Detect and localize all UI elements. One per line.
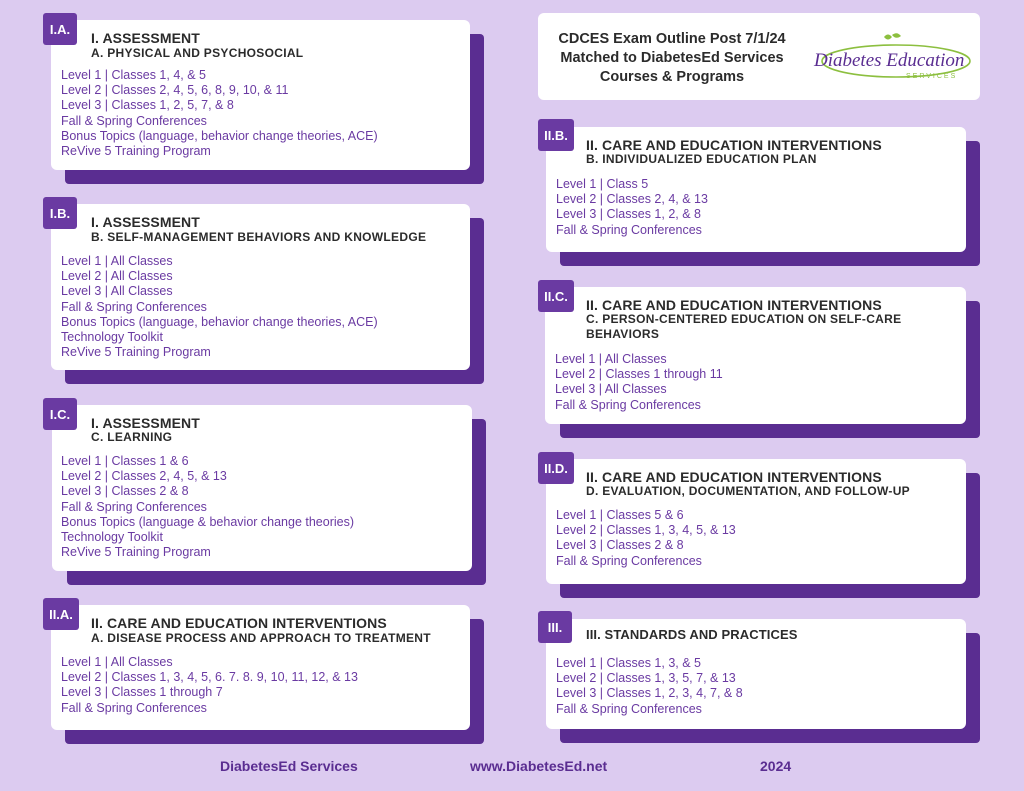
list-item: Technology Toolkit xyxy=(61,330,163,345)
list-item: Level 2 | Classes 1, 3, 4, 5, & 13 xyxy=(556,523,736,538)
section-card-iib xyxy=(546,127,966,252)
section-title: II. CARE AND EDUCATION INTERVENTIONS xyxy=(586,297,882,313)
footer-website-link[interactable]: www.DiabetesEd.net xyxy=(470,758,608,774)
section-subtitle: D. EVALUATION, DOCUMENTATION, AND FOLLOW-UP xyxy=(586,484,910,498)
list-item: Level 2 | Classes 2, 4, & 13 xyxy=(556,192,708,207)
list-item: Level 2 | Classes 2, 4, 5, & 13 xyxy=(61,469,227,484)
list-item: Level 3 | Classes 1 through 7 xyxy=(61,685,223,700)
list-item: Level 3 | Classes 2 & 8 xyxy=(61,484,189,499)
list-item: Level 1 | All Classes xyxy=(61,655,173,669)
section-card-ic xyxy=(52,405,472,571)
list-item: Fall & Spring Conferences xyxy=(556,701,702,716)
section-card-ia xyxy=(51,20,470,170)
section-title: I. ASSESSMENT xyxy=(91,214,200,230)
section-subtitle: C. PERSON-CENTERED EDUCATION ON SELF-CARE BEHAVIORS xyxy=(586,312,902,341)
section-card-iia xyxy=(51,605,470,730)
section-title: II. CARE AND EDUCATION INTERVENTIONS xyxy=(586,469,882,485)
list-item: Level 2 | Classes 1 through 11 xyxy=(555,367,723,382)
section-subtitle: C. LEARNING xyxy=(91,430,173,444)
header-line-2: Matched to DiabetesEd Services xyxy=(560,50,784,66)
section-card-iic xyxy=(545,287,966,424)
footer-org-name: DiabetesEd Services xyxy=(220,758,358,774)
list-item: Fall & Spring Conferences xyxy=(555,397,701,412)
section-card-iii xyxy=(546,619,966,729)
section-card-iid xyxy=(546,459,966,584)
section-item-list xyxy=(61,655,358,716)
section-item-list xyxy=(556,508,736,569)
section-subtitle: B. SELF-MANAGEMENT BEHAVIORS AND KNOWLEDGE xyxy=(91,230,427,244)
list-item: Level 2 | Classes 1, 3, 5, 7, & 13 xyxy=(556,671,736,686)
section-subtitle: A. PHYSICAL AND PSYCHOSOCIAL xyxy=(91,46,304,60)
footer-year: 2024 xyxy=(760,758,792,774)
section-item-list xyxy=(61,68,378,159)
section-badge: II.D. xyxy=(538,452,574,484)
list-item: Level 1 | Classes 1 & 6 xyxy=(61,454,189,468)
list-item: Level 3 | All Classes xyxy=(555,382,667,397)
header-card xyxy=(538,13,980,100)
list-item: ReVive 5 Training Program xyxy=(61,144,211,159)
list-item: Level 2 | Classes 2, 4, 5, 6, 8, 9, 10, & 11 xyxy=(61,83,289,98)
list-item: Level 3 | All Classes xyxy=(61,284,173,299)
list-item: Fall & Spring Conferences xyxy=(556,553,702,568)
list-item: ReVive 5 Training Program xyxy=(61,545,211,560)
list-item: Bonus Topics (language, behavior change theories, ACE) xyxy=(61,128,378,143)
section-badge: II.A. xyxy=(43,598,79,630)
section-badge: I.B. xyxy=(43,197,77,229)
list-item: Level 3 | Classes 1, 2, & 8 xyxy=(556,207,701,222)
logo-leaf-icon xyxy=(884,35,892,40)
logo-wordmark: Diabetes Education xyxy=(814,50,965,71)
list-item: Bonus Topics (language, behavior change theories, ACE) xyxy=(61,314,378,329)
section-item-list xyxy=(61,254,378,360)
list-item: ReVive 5 Training Program xyxy=(61,345,211,360)
section-title: II. CARE AND EDUCATION INTERVENTIONS xyxy=(586,137,882,153)
list-item: Level 1 | Classes 5 & 6 xyxy=(556,508,684,522)
section-card-ib xyxy=(51,204,470,370)
list-item: Fall & Spring Conferences xyxy=(61,299,207,314)
logo-leaf-icon-2 xyxy=(892,33,901,38)
section-subtitle: A. DISEASE PROCESS AND APPROACH TO TREATMENT xyxy=(91,631,431,645)
list-item: Fall & Spring Conferences xyxy=(61,113,207,128)
header-line-1: CDCES Exam Outline Post 7/1/24 xyxy=(558,31,786,47)
list-item: Level 3 | Classes 2 & 8 xyxy=(556,538,684,553)
header-title xyxy=(538,30,806,87)
diabetes-education-logo xyxy=(806,31,976,83)
list-item: Level 1 | All Classes xyxy=(555,352,667,366)
list-item: Level 3 | Classes 1, 2, 5, 7, & 8 xyxy=(61,98,234,113)
list-item: Level 2 | All Classes xyxy=(61,269,173,284)
list-item: Fall & Spring Conferences xyxy=(61,499,207,514)
list-item: Fall & Spring Conferences xyxy=(556,222,702,237)
section-badge: II.B. xyxy=(538,119,574,151)
section-title: I. ASSESSMENT xyxy=(91,30,200,46)
header-line-3: Courses & Programs xyxy=(599,69,745,85)
list-item: Level 2 | Classes 1, 3, 4, 5, 6. 7. 8. 9, 10, 11, 12, & 13 xyxy=(61,670,358,685)
section-title: III. STANDARDS AND PRACTICES xyxy=(586,627,798,642)
section-item-list xyxy=(556,177,708,238)
section-item-list xyxy=(556,656,743,717)
list-item: Level 1 | Classes 1, 3, & 5 xyxy=(556,656,701,670)
section-item-list xyxy=(555,352,723,413)
list-item: Bonus Topics (language & behavior change theories) xyxy=(61,514,355,529)
section-subtitle: B. INDIVIDUALIZED EDUCATION PLAN xyxy=(586,152,817,166)
list-item: Level 1 | Class 5 xyxy=(556,177,649,191)
section-badge: II.C. xyxy=(538,280,574,312)
list-item: Fall & Spring Conferences xyxy=(61,700,207,715)
list-item: Level 1 | Classes 1, 4, & 5 xyxy=(61,68,206,82)
section-badge: III. xyxy=(538,611,572,643)
section-item-list xyxy=(61,454,354,560)
section-badge: I.A. xyxy=(43,13,77,45)
logo-subtext: SERVICES xyxy=(906,73,958,80)
section-title: II. CARE AND EDUCATION INTERVENTIONS xyxy=(91,615,387,631)
list-item: Level 1 | All Classes xyxy=(61,254,173,268)
section-title: I. ASSESSMENT xyxy=(91,415,200,431)
section-badge: I.C. xyxy=(43,398,77,430)
list-item: Level 3 | Classes 1, 2, 3, 4, 7, & 8 xyxy=(556,686,743,701)
list-item: Technology Toolkit xyxy=(61,530,163,545)
